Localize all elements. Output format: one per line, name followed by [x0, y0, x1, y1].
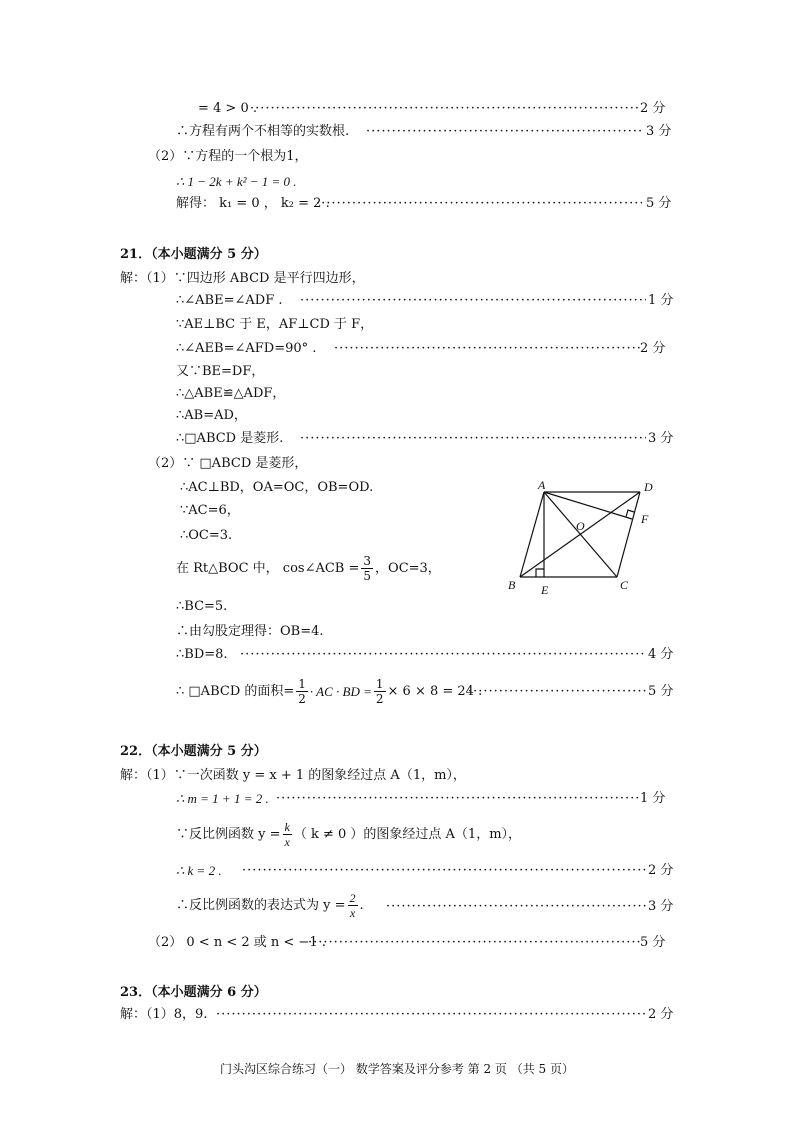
dot-leader: [386, 898, 646, 916]
denominator: x: [284, 835, 290, 849]
q21-b3: ∵AC=6，: [180, 503, 240, 518]
fraction: [348, 891, 358, 920]
numerator: k: [284, 820, 290, 834]
q21-a8: ∴□ABCD 是菱形.: [176, 431, 284, 446]
q20-line-1: = 4 > 0 .: [198, 101, 257, 116]
right-angle-E: [536, 569, 544, 577]
q20-line-2: ∴方程有两个不相等的实数根.: [176, 124, 350, 139]
q22-title: 22．（本小题满分 5 分）: [120, 744, 267, 759]
page-footer: 门头沟区综合练习（一） 数学答案及评分参考 第 2 页 （共 5 页）: [220, 1062, 574, 1076]
denominator: 2: [298, 692, 306, 706]
numerator: 1: [375, 677, 384, 691]
label-A: A: [538, 478, 546, 492]
dot-leader: [366, 123, 642, 141]
diagonal-BD: [520, 492, 640, 577]
edge-DC: [617, 492, 640, 577]
q22-a1: 解：（1）∵一次函数 y = x + 1 的图象经过点 A（1，m），: [120, 768, 466, 783]
q21-a5: 又∵BE=DF，: [176, 364, 265, 379]
q21-b5-text: 在 Rt△BOC 中， cos∠ACB =: [176, 560, 360, 576]
q21-a3: ∵AE⊥BC 于 E，AF⊥CD 于 F，: [176, 317, 374, 332]
q22-a3-text: ∵反比例函数 y =: [176, 826, 281, 842]
q21-title: 21．（本小题满分 5 分）: [120, 247, 267, 262]
q20-line-5: 解得： k₁ = 0 ， k₂ = 2 .: [176, 196, 330, 211]
dot-leader: [216, 1006, 646, 1024]
numerator: 3: [363, 554, 372, 568]
denominator: 5: [363, 569, 372, 583]
q21-b1: （2）∵ □ABCD 是菱形，: [148, 456, 308, 471]
q21-b9-text: ∴ □ABCD 的面积=: [176, 683, 295, 699]
q21-a4: ∴∠AEB=∠AFD=90° .: [176, 341, 317, 356]
dot-leader: [308, 934, 640, 952]
dot-leader: [334, 340, 640, 358]
q22-b1: （2） 0 < n < 2 或 n < −1 .: [148, 935, 326, 950]
score: 3 分: [648, 431, 674, 446]
score: 4 分: [648, 647, 674, 662]
label-F: F: [641, 512, 649, 526]
label-O: O: [576, 519, 585, 533]
dot-leader: [242, 862, 646, 880]
score: 2 分: [640, 341, 666, 356]
score: 5 分: [646, 196, 672, 211]
score: 3 分: [646, 124, 672, 139]
numerator: 1: [298, 677, 306, 691]
q22-a4: ∴ k = 2 .: [176, 863, 222, 878]
numerator: 2: [349, 891, 356, 905]
score: 2 分: [648, 1007, 674, 1022]
q21-a1: 解：（1）∵四边形 ABCD 是平行四边形，: [120, 271, 365, 286]
q23-title: 23．（本小题满分 6 分）: [120, 985, 267, 1000]
dot-leader: [276, 790, 640, 808]
q21-b9: [176, 677, 482, 706]
q21-b2: ∴AC⊥BD，OA=OC，OB=OD.: [180, 480, 374, 495]
label-B: B: [508, 578, 516, 592]
q21-a6: ∴△ABE≌△ADF，: [176, 386, 286, 401]
q22-a5: [176, 891, 364, 920]
q23-a1: 解：（1）8，9.: [120, 1007, 208, 1022]
score: 5 分: [640, 935, 666, 950]
q22-a3-tail: （ k ≠ 0 ）的图象经过点 A（1，m），: [293, 826, 522, 842]
score: 1 分: [648, 293, 674, 308]
q20-line-4: ∴ 1 − 2k + k² − 1 = 0 .: [176, 174, 297, 189]
dot-leader: [300, 292, 646, 310]
q20-line-3: （2）∵方程的一个根为1，: [148, 149, 308, 164]
q21-b5-tail: ，OC=3，: [375, 560, 441, 576]
q22-a5-tail: .: [359, 897, 364, 913]
q21-b9-tail: × 6 × 8 = 24 .: [387, 683, 483, 699]
edge-AB: [520, 492, 544, 577]
q22-a3: [176, 820, 521, 849]
denominator: 2: [375, 692, 384, 706]
q21-b4: ∴OC=3.: [180, 528, 233, 543]
dot-leader: [240, 646, 646, 664]
dot-leader: [316, 195, 642, 213]
q21-b9-mid: · AC · BD =: [309, 683, 372, 699]
q21-b7: ∴由勾股定理得：OB=4.: [176, 624, 324, 639]
denominator: x: [349, 906, 356, 920]
label-D: D: [644, 480, 653, 494]
label-E: E: [541, 583, 549, 596]
label-C: C: [620, 578, 629, 592]
dot-leader: [468, 683, 646, 701]
score: 5 分: [648, 684, 674, 699]
rhombus-figure: [500, 476, 670, 596]
fraction: [296, 677, 308, 706]
q22-a5-text: ∴反比例函数的表达式为 y =: [176, 897, 346, 913]
q21-a7: ∴AB=AD，: [176, 408, 247, 423]
q21-b5: [176, 554, 441, 583]
dot-leader: [300, 430, 646, 448]
q21-a2: ∴∠ABE=∠ADF .: [176, 293, 283, 308]
right-angle-F: [626, 510, 634, 517]
q21-b8: ∴BD=8.: [176, 647, 228, 662]
dot-leader: [250, 100, 640, 118]
score: 3 分: [648, 899, 674, 914]
fraction: [361, 554, 373, 583]
altitude-AF: [544, 492, 632, 519]
q21-b6: ∴BC=5.: [176, 599, 228, 614]
fraction: [283, 820, 292, 849]
q22-a2: ∴ m = 1 + 1 = 2 .: [176, 791, 269, 806]
score: 2 分: [648, 863, 674, 878]
score: 2 分: [640, 101, 666, 116]
score: 1 分: [640, 791, 666, 806]
fraction: [374, 677, 386, 706]
